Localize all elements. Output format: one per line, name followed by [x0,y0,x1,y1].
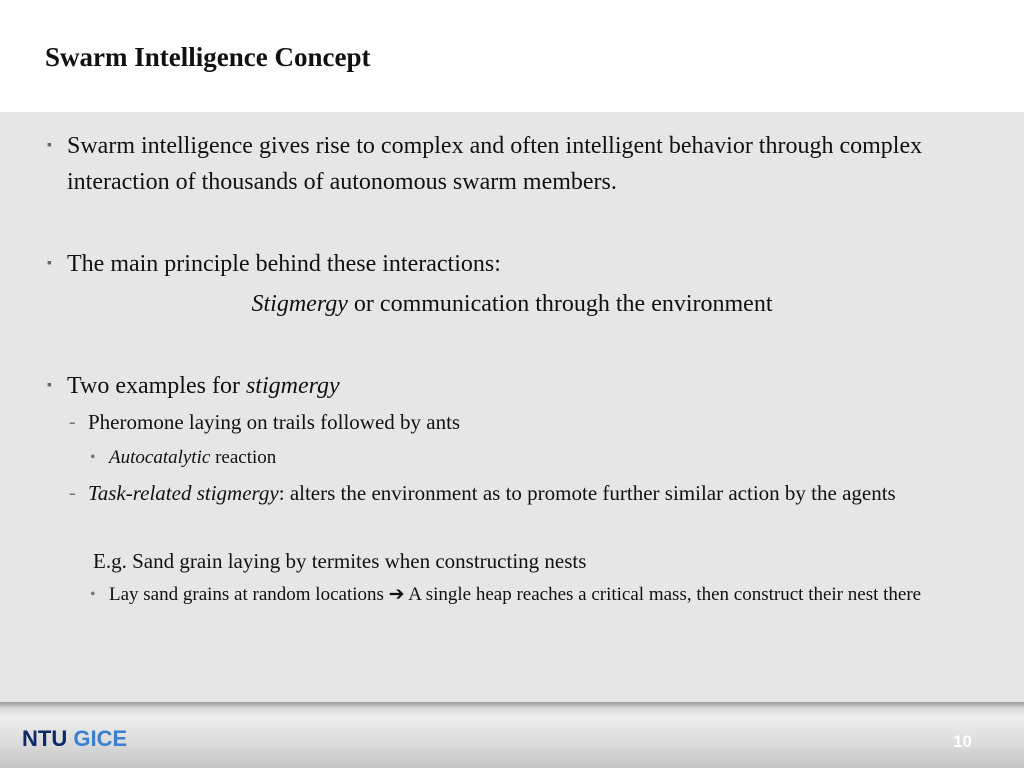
slide-title: Swarm Intelligence Concept [45,42,371,72]
dash-bullet-icon: - [69,411,76,433]
slide-content [0,112,1024,702]
bullet-text: Two examples for [67,373,246,399]
sub-sub-item-emphasis: Autocatalytic [109,447,211,468]
sub-sub-item-text-after: A single heap reaches a critical mass, then construct their nest there [404,584,922,605]
page-number: 10 [953,732,972,751]
sub-sub-item-autocatalytic [90,444,969,472]
sub-item-task-related [69,478,988,509]
sub-item-text: Pheromone laying on trails followed by ants [88,410,461,434]
bullet-text: Swarm intelligence gives rise to complex and often intelligent behavior through complex interaction of thousands of autonomous swarm members. [67,133,923,195]
dash-bullet-icon: - [69,482,76,504]
bullet-emphasis: stigmergy [245,373,340,399]
principle-emphasis: Stigmergy [251,291,348,317]
sub-item-pheromone [69,407,988,438]
bullet-text: The main principle behind these interactions: [67,251,501,277]
sub-sub-item-text: reaction [210,447,277,468]
principle-line [0,288,1024,320]
bullet-swarm-intelligence [47,128,997,200]
footer-bar [0,702,1024,768]
example-line: E.g. Sand grain laying by termites when constructing nests [93,549,587,573]
sub-sub-item-text-before: Lay sand grains at random locations [109,584,389,605]
square-bullet-icon: ▪ [47,138,52,153]
principle-text: or communication through the environment [347,291,773,317]
arrow-icon: ➔ [388,584,405,605]
title-bar [0,0,1024,112]
bullet-two-examples [47,368,997,404]
bullet-main-principle [47,246,997,282]
logo-ntu-text: NTU [22,726,68,751]
sub-sub-item-sand-grains [90,581,969,609]
dot-bullet-icon: • [90,586,96,603]
square-bullet-icon: ▪ [47,378,52,393]
square-bullet-icon: ▪ [47,256,52,271]
dot-bullet-icon: • [90,449,96,466]
sub-item-emphasis: Task-related stigmergy [88,481,279,505]
logo-gice-text: GICE [73,726,128,751]
ntu-gice-logo [22,726,127,752]
sub-item-text: : alters the environment as to promote further similar action by the agents [278,481,896,505]
